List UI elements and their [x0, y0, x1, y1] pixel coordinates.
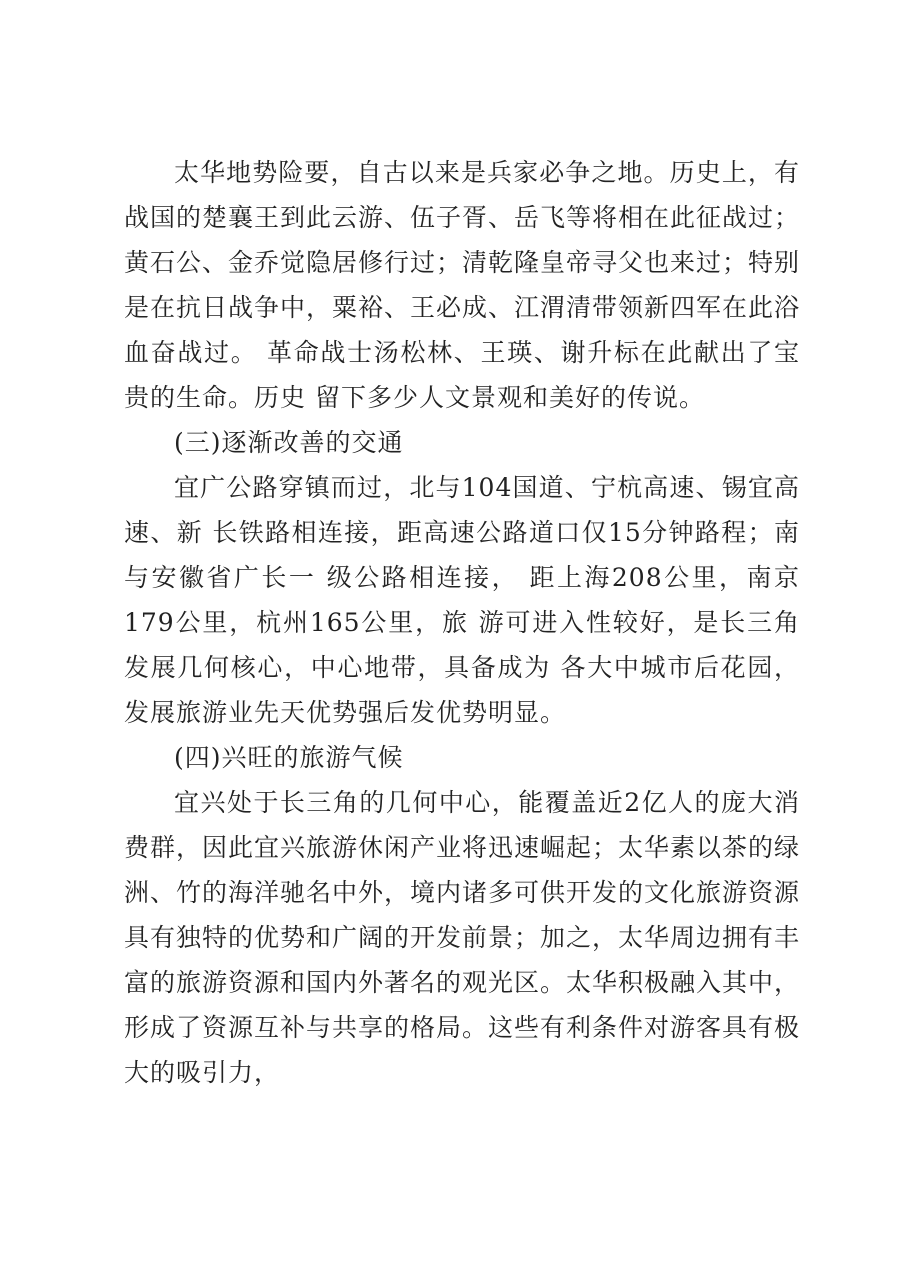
section-heading-tourism-climate: (四)兴旺的旅游气候: [174, 743, 404, 772]
document-body: [124, 150, 800, 1095]
paragraph-history: 太华地势险要，自古以来是兵家必争之地。历史上，有战国的楚襄王到此云游、伍子胥、岳飞等将相在此征战过；黄石公、金乔觉隐居修行过；清乾隆皇帝寻父也来过；特别是在抗日战争中，粟裕、王必成、江渭清带领新四军在此浴血奋战过。 革命战士汤松林、王瑛、谢升标在此献出了宝贵的生命。历史 留下多少人文景观和美好的传说。: [124, 158, 801, 412]
paragraph-tourism-climate: 宜兴处于长三角的几何中心，能覆盖近2亿人的庞大消费群，因此宜兴旅游休闲产业将迅速崛起；太华素以茶的绿洲、竹的海洋驰名中外，境内诸多可供开发的文化旅游资源具有独特的优势和广阔的开发前景；加之，太华周边拥有丰富的旅游资源和国内外著名的观光区。太华积极融入其中，形成了资源互补与共享的格局。这些有利条件对游客具有极大的吸引力，: [124, 788, 801, 1087]
paragraph-transport: 宜广公路穿镇而过，北与104国道、宁杭高速、锡宜高速、新 长铁路相连接，距高速公路道口仅15分钟路程；南与安徽省广长一 级公路相连接， 距上海208公里，南京179公里，杭州165公里，旅 游可进入性较好，是长三角发展几何核心，中心地带，具备成为 各大中城市后花园，发展旅游业先天优势强后发优势明显。: [124, 473, 800, 727]
section-heading-transport: (三)逐渐改善的交通: [174, 428, 404, 457]
